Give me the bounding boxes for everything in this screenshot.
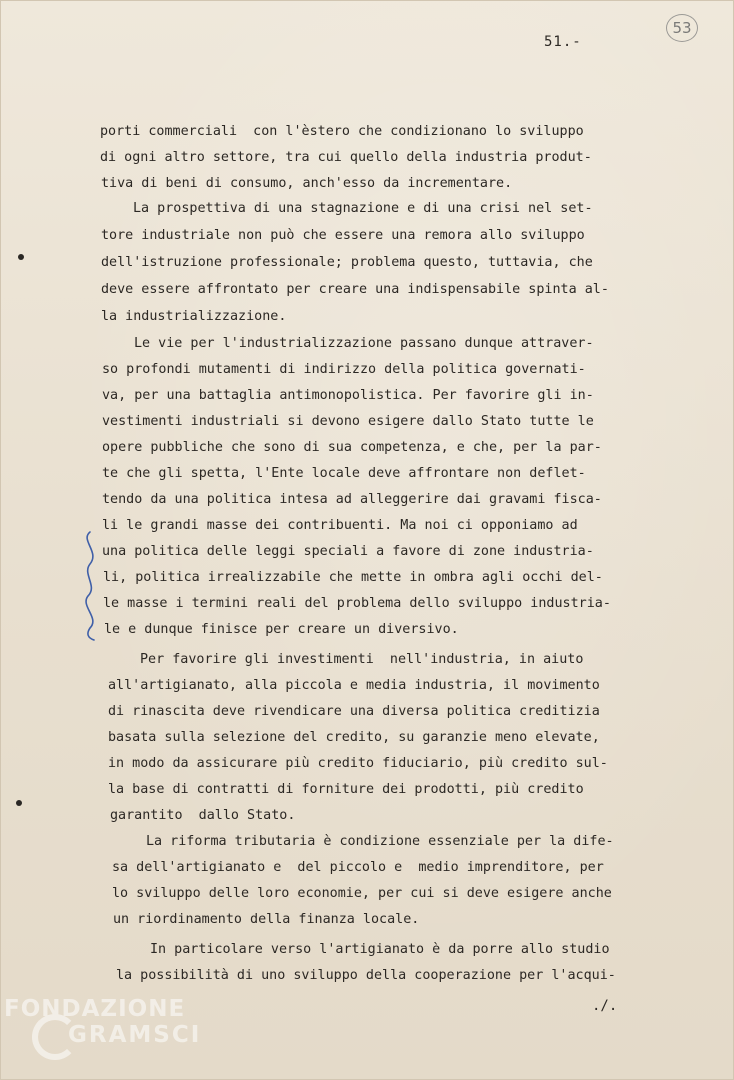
- text-line-5: tore industriale non può che essere una remora allo sviluppo: [101, 228, 585, 243]
- archive-watermark: [4, 996, 204, 1048]
- text-line-26: la base di contratti di forniture dei prodotti, più credito: [108, 782, 584, 797]
- text-line-30: lo sviluppo delle loro economie, per cui si deve esigere anche: [112, 886, 612, 901]
- text-line-33: la possibilità di uno sviluppo della cooperazione per l'acqui-: [116, 968, 616, 983]
- text-line-11: va, per una battaglia antimonopolistica. Per favorire gli in-: [102, 388, 594, 403]
- margin-bracket-annotation: [76, 530, 106, 642]
- text-line-19: le masse i termini reali del problema dello sviluppo industria-: [103, 596, 611, 611]
- text-line-29: sa dell'artigianato e del piccolo e medio imprenditore, per: [112, 860, 604, 875]
- text-line-4: La prospettiva di una stagnazione e di una crisi nel set-: [133, 201, 593, 216]
- text-line-14: te che gli spetta, l'Ente locale deve affrontare non deflet-: [102, 466, 586, 481]
- watermark-line-1: FONDAZIONE: [4, 996, 186, 1022]
- text-line-21: Per favorire gli investimenti nell'industria, in aiuto: [140, 652, 584, 667]
- text-line-32: In particolare verso l'artigianato è da porre allo studio: [150, 942, 610, 957]
- text-line-18: li, politica irrealizzabile che mette in ombra agli occhi del-: [103, 570, 603, 585]
- text-line-3: tiva di beni di consumo, anch'esso da incrementare.: [101, 176, 513, 191]
- watermark-logo-icon: [32, 1014, 78, 1060]
- text-line-27: garantito dallo Stato.: [110, 808, 296, 823]
- text-line-28: La riforma tributaria è condizione essenziale per la dife-: [146, 834, 614, 849]
- text-line-31: un riordinamento della finanza locale.: [113, 912, 420, 927]
- text-line-15: tendo da una politica intesa ad alleggerire dai gravami fisca-: [102, 492, 602, 507]
- text-line-20: le e dunque finisce per creare un diversivo.: [104, 622, 459, 637]
- text-line-22: all'artigianato, alla piccola e media industria, il movimento: [108, 678, 600, 693]
- text-line-23: di rinascita deve rivendicare una diversa politica creditizia: [108, 704, 600, 719]
- text-line-6: dell'istruzione professionale; problema questo, tuttavia, che: [101, 255, 593, 270]
- text-line-9: Le vie per l'industrializzazione passano dunque attraver-: [134, 336, 594, 351]
- continuation-mark: ./.: [592, 998, 618, 1014]
- watermark-line-2: GRAMSCI: [68, 1022, 202, 1048]
- text-line-16: li le grandi masse dei contribuenti. Ma noi ci opponiamo ad: [102, 518, 578, 533]
- text-line-24: basata sulla selezione del credito, su garanzie meno elevate,: [108, 730, 600, 745]
- text-line-1: porti commerciali con l'èstero che condizionano lo sviluppo: [100, 124, 584, 139]
- text-line-10: so profondi mutamenti di indirizzo della politica governati-: [102, 362, 586, 377]
- text-line-25: in modo da assicurare più credito fiduciario, più credito sul-: [108, 756, 608, 771]
- text-line-12: vestimenti industriali si devono esigere dallo Stato tutte le: [102, 414, 594, 429]
- text-line-8: la industrializzazione.: [101, 309, 287, 324]
- text-line-7: deve essere affrontato per creare una indispensabile spinta al-: [101, 282, 609, 297]
- text-line-13: opere pubbliche che sono di sua competenza, e che, per la par-: [102, 440, 602, 455]
- text-line-2: di ogni altro settore, tra cui quello della industria produt-: [100, 150, 592, 165]
- page-number: 51.-: [544, 34, 582, 50]
- text-line-17: una politica delle leggi speciali a favore di zone industria-: [102, 544, 594, 559]
- archive-stamp-number: 53: [666, 14, 698, 42]
